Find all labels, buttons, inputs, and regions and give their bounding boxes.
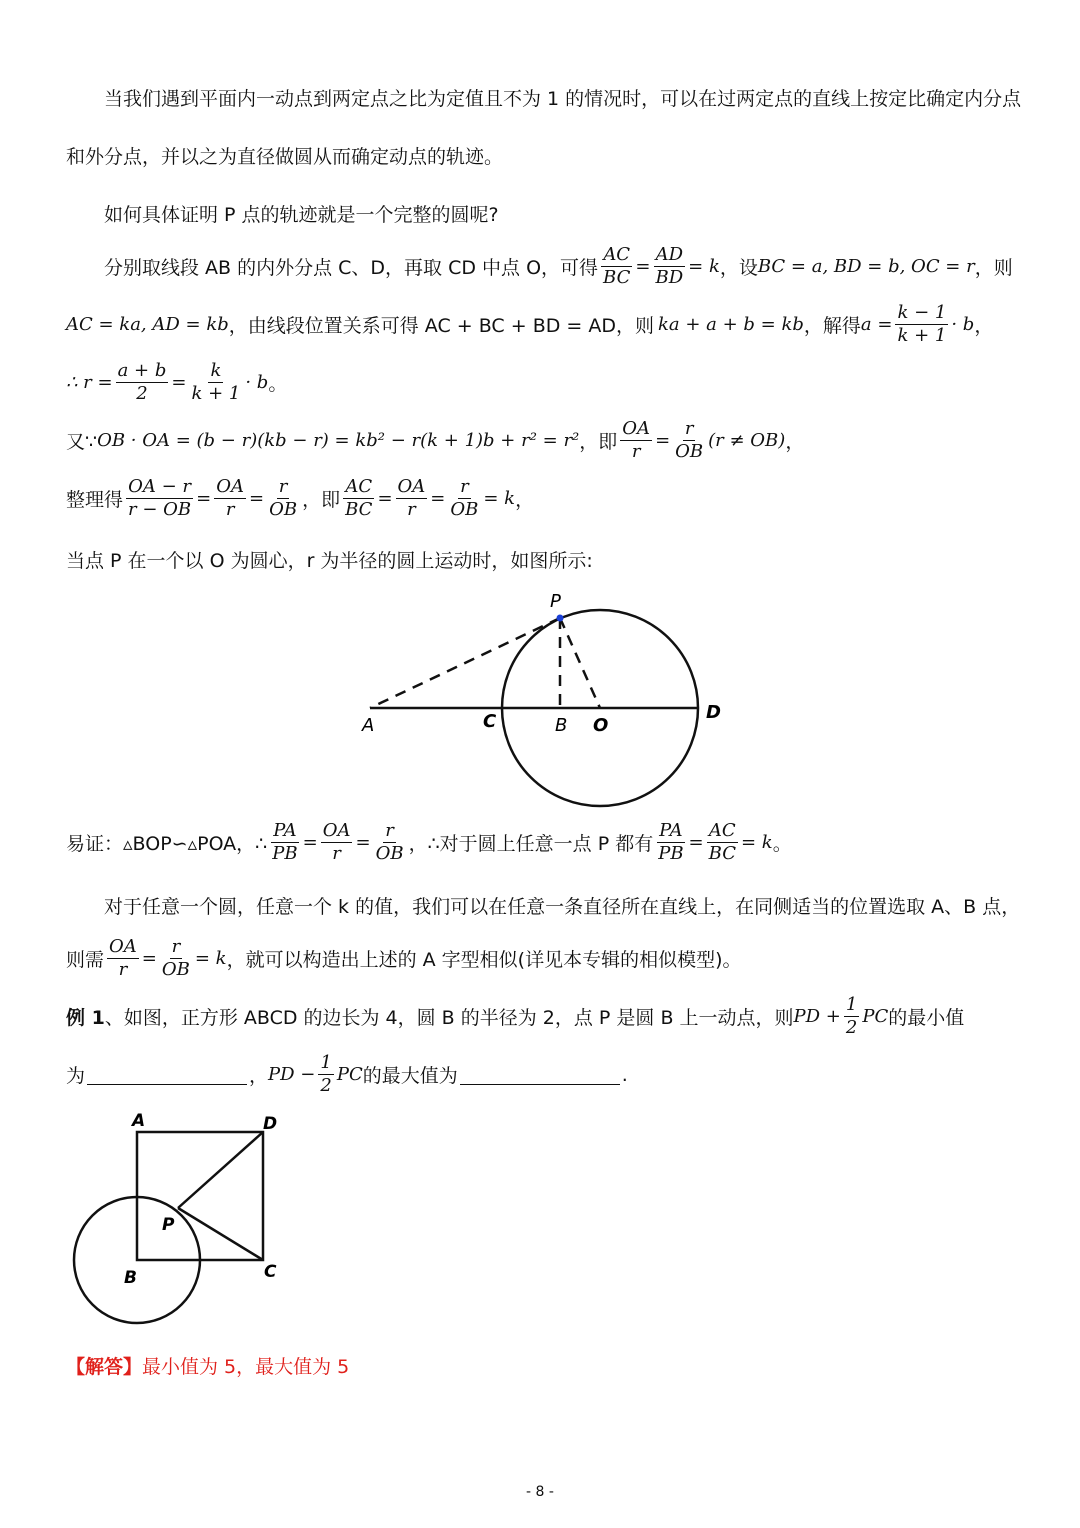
equals-k: = k bbox=[740, 832, 773, 853]
segment-pc bbox=[178, 1208, 263, 1260]
text: ， bbox=[785, 431, 805, 453]
paragraph-2 bbox=[104, 200, 1020, 227]
figure-square-circle bbox=[60, 1105, 300, 1335]
equals: = bbox=[635, 256, 651, 277]
text: ，就可以构造出上述的 A 字型相似(详见本专辑的相似模型)。 bbox=[226, 949, 742, 971]
text: 为 bbox=[66, 1065, 86, 1087]
equals: = bbox=[302, 832, 318, 853]
segment-pa bbox=[370, 618, 560, 708]
fraction-r-ob: $\frac{r}{OB}$ bbox=[161, 936, 190, 980]
math-equation: OB · OA = (b − r)(kb − r) = kb² − r(k + 1)b + r² = r² bbox=[97, 430, 580, 451]
answer-line bbox=[66, 1352, 1020, 1379]
equals: = bbox=[355, 832, 371, 853]
segment-pd bbox=[178, 1132, 263, 1208]
equals-k: = k bbox=[483, 488, 516, 509]
fraction-ad-bd: $\frac{AD}{BD}$ bbox=[655, 244, 684, 288]
page-number: - 8 - bbox=[526, 1484, 554, 1500]
answer-label: 【解答】 bbox=[66, 1356, 143, 1378]
text: ，由线段位置关系可得 AC + BC + BD = AD，则 bbox=[228, 315, 654, 337]
equals: = bbox=[196, 488, 212, 509]
fraction-k-k+1: $\frac{k}{k + 1}$ bbox=[191, 360, 241, 404]
text: 。 bbox=[772, 833, 792, 855]
label-o: O bbox=[593, 715, 609, 736]
paragraph-5 bbox=[66, 360, 1020, 405]
text: . bbox=[621, 1063, 628, 1086]
paragraph-1-line-1 bbox=[104, 84, 1020, 111]
figure-circle-apollonius bbox=[340, 585, 740, 815]
text: ，∴对于圆上任意一点 P 都有 bbox=[408, 833, 654, 855]
math-equation: ka + a + b = kb bbox=[658, 314, 804, 335]
label-a: A bbox=[132, 1111, 146, 1131]
equals: = bbox=[249, 488, 265, 509]
label-p: P bbox=[550, 591, 561, 612]
text: 如何具体证明 P 点的轨迹就是一个完整的圆呢? bbox=[104, 204, 499, 226]
math-pc: PC bbox=[336, 1064, 363, 1085]
segment-po bbox=[560, 618, 600, 708]
text: 和外分点，并以之为直径做圆从而确定动点的轨迹。 bbox=[66, 146, 504, 168]
text: 整理得 bbox=[66, 489, 124, 511]
cdot-b: · b bbox=[245, 372, 269, 393]
text: 的最大值为 bbox=[362, 1065, 458, 1087]
label-b: B bbox=[124, 1268, 137, 1288]
example-label: 例 1 bbox=[66, 1007, 105, 1029]
math-condition: (r ≠ OB) bbox=[708, 430, 786, 451]
fraction-ac-bc: $\frac{AC}{BC}$ bbox=[345, 476, 373, 520]
fraction-oa-r: $\frac{OA}{r}$ bbox=[622, 418, 651, 462]
fraction-1-2: $\frac{1}{2}$ bbox=[320, 1052, 332, 1096]
equals: = bbox=[171, 372, 187, 393]
text: ，设 bbox=[719, 257, 758, 279]
answer-blank-min[interactable] bbox=[87, 1064, 247, 1085]
fraction-k-1-k+1: $\frac{k - 1}{k + 1}$ bbox=[897, 302, 947, 346]
fraction-a+b-2: $\frac{a + b}{2}$ bbox=[117, 360, 167, 404]
fraction-r-ob: $\frac{r}{OB}$ bbox=[450, 476, 479, 520]
equals: = bbox=[430, 488, 446, 509]
label-a: A bbox=[362, 715, 375, 736]
fraction-r-ob: $\frac{r}{OB}$ bbox=[675, 418, 704, 462]
text: 当点 P 在一个以 O 为圆心，r 为半径的圆上运动时，如图所示: bbox=[66, 550, 593, 572]
label-p: P bbox=[162, 1215, 175, 1235]
answer-blank-max[interactable] bbox=[460, 1064, 620, 1085]
fraction-r-ob: $\frac{r}{OB}$ bbox=[375, 820, 404, 864]
square-abcd bbox=[137, 1132, 263, 1260]
math-set: BC = a, BD = b, OC = r bbox=[757, 256, 975, 277]
text: 则需 bbox=[66, 949, 105, 971]
text: ， bbox=[974, 315, 994, 337]
text: ， bbox=[249, 1065, 269, 1087]
text: 对于任意一个圆，任意一个 k 的值，我们可以在任意一条直径所在直线上，在同侧适当的位置选取 A、B 点， bbox=[104, 896, 1021, 918]
fraction-oa-r: $\frac{OA}{r}$ bbox=[216, 476, 244, 520]
math-pc: PC bbox=[862, 1006, 889, 1027]
point-p bbox=[557, 615, 564, 622]
fraction-ac-bc: $\frac{AC}{BC}$ bbox=[603, 244, 631, 288]
fraction-oa-r-over-r-ob: $\frac{OA - r}{r - OB}$ bbox=[128, 476, 192, 520]
paragraph-8 bbox=[66, 546, 1020, 573]
math-a: a = bbox=[860, 314, 893, 335]
equals: = bbox=[655, 430, 671, 451]
fraction-pa-pb: $\frac{PA}{PB}$ bbox=[272, 820, 298, 864]
text: 当我们遇到平面内一动点到两定点之比为定值且不为 1 的情况时，可以在过两定点的直线上按定比确定内分点 bbox=[104, 88, 1022, 110]
equals-k: = k bbox=[688, 256, 720, 277]
fraction-oa-r: $\frac{OA}{r}$ bbox=[109, 936, 137, 980]
math-pd-minus: PD − bbox=[268, 1064, 316, 1085]
paragraph-10 bbox=[104, 892, 1020, 919]
math-pd-plus: PD + bbox=[793, 1006, 841, 1027]
text: 的最小值 bbox=[888, 1007, 965, 1029]
text: 又∵ bbox=[66, 431, 98, 453]
paragraph-4 bbox=[66, 302, 1020, 347]
paragraph-1-line-2 bbox=[66, 142, 1020, 169]
cdot-b: · b bbox=[951, 314, 975, 335]
fraction-oa-r: $\frac{OA}{r}$ bbox=[397, 476, 426, 520]
equals: = bbox=[377, 488, 393, 509]
fraction-r-ob: $\frac{r}{OB}$ bbox=[269, 476, 298, 520]
text: ，即 bbox=[302, 489, 341, 511]
example-1-line-1 bbox=[66, 994, 1020, 1039]
fraction-pa-pb: $\frac{PA}{PB}$ bbox=[658, 820, 684, 864]
text: 。 bbox=[268, 373, 288, 395]
answer-text: 最小值为 5，最大值为 5 bbox=[142, 1356, 350, 1378]
paragraph-11 bbox=[66, 936, 1020, 981]
text: ，即 bbox=[579, 431, 618, 453]
fraction-ac-bc: $\frac{AC}{BC}$ bbox=[708, 820, 736, 864]
paragraph-7 bbox=[66, 476, 1020, 521]
label-c: C bbox=[264, 1262, 277, 1282]
fraction-1-2: $\frac{1}{2}$ bbox=[845, 994, 858, 1038]
text: ，则 bbox=[974, 257, 1013, 279]
example-1-line-2 bbox=[66, 1052, 1020, 1097]
label-b: B bbox=[555, 715, 568, 736]
paragraph-9 bbox=[66, 820, 1020, 865]
text: ，解得 bbox=[803, 315, 861, 337]
label-d: D bbox=[263, 1114, 278, 1134]
text: ， bbox=[515, 489, 535, 511]
paragraph-6 bbox=[66, 418, 1020, 463]
text: 易证：▵BOP∽▵POA，∴ bbox=[66, 833, 268, 855]
text: 、如图，正方形 ABCD 的边长为 4，圆 B 的半径为 2，点 P 是圆 B 上一动点，则 bbox=[104, 1007, 794, 1029]
math-r: ∴ r = bbox=[66, 372, 113, 393]
equals: = bbox=[141, 948, 157, 969]
label-c: C bbox=[483, 711, 497, 732]
equals: = bbox=[688, 832, 704, 853]
paragraph-3 bbox=[104, 244, 1013, 289]
text: 分别取线段 AB 的内外分点 C、D，再取 CD 中点 O，可得 bbox=[104, 257, 599, 279]
equals-k: = k bbox=[194, 948, 227, 969]
label-d: D bbox=[706, 702, 721, 723]
math-ac-ad: AC = ka, AD = kb bbox=[66, 314, 229, 335]
fraction-oa-r: $\frac{OA}{r}$ bbox=[322, 820, 351, 864]
